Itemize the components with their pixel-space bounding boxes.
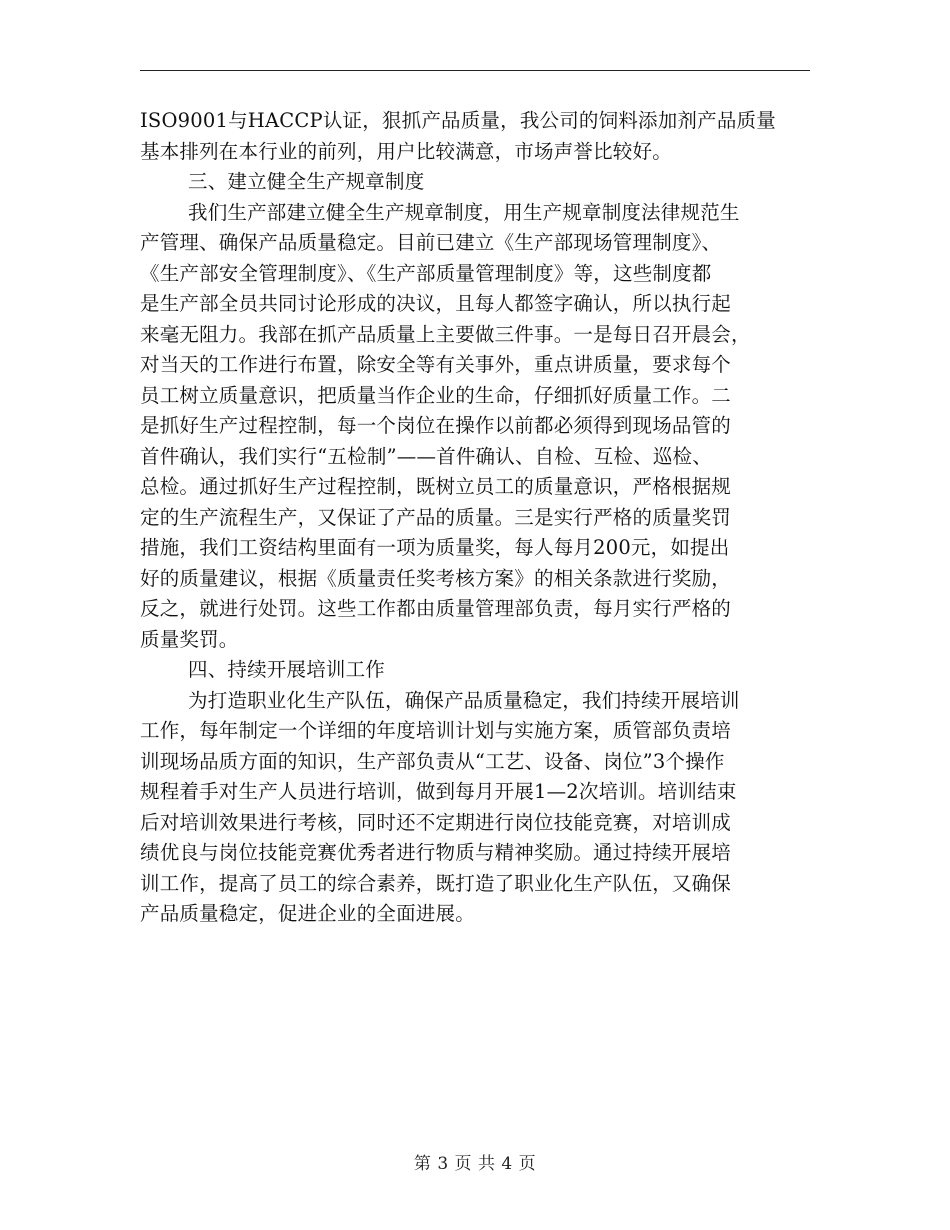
header-rule [140, 70, 810, 71]
text-line: 来毫无阻力。我部在抓产品质量上主要做三件事。一是每日召开晨会， [140, 322, 751, 346]
text-line: 三、建立健全生产规章制度 [188, 170, 425, 193]
text-line: 是生产部全员共同讨论形成的决议，且每人都签字确认，所以执行起 [140, 292, 732, 315]
text-line: 四、持续开展培训工作 [188, 658, 386, 681]
text-line: 定的生产流程生产，又保证了产品的质量。三是实行严格的质量奖罚 [140, 505, 732, 529]
text-line: 产品质量稳定，促进企业的全面进展。 [140, 902, 475, 925]
text-line: 员工树立质量意识，把质量当作企业的生命，仔细抓好质量工作。二 [140, 383, 732, 407]
document-body [140, 106, 810, 930]
text-line: 产管理、确保产品质量稳定。目前已建立《生产部现场管理制度》、 [140, 231, 722, 254]
text-line: 质量奖罚。 [140, 627, 239, 651]
text-line: 训工作，提高了员工的综合素养，既打造了职业化生产队伍，又确保 [140, 871, 732, 895]
text-line: 我们生产部建立健全生产规章制度，用生产规章制度法律规范生 [188, 200, 740, 224]
text-line: 是抓好生产过程控制，每一个岗位在操作以前都必须得到现场品管的 [140, 414, 732, 437]
page-number: 第 3 页 共 4 页 [413, 1154, 537, 1174]
text-line: 首件确认，我们实行“五检制”——首件确认、自检、互检、巡检、 [140, 444, 712, 468]
text-line: ISO9001与HACCP认证，狠抓产品质量，我公司的饲料添加剂产品质量 [140, 109, 776, 132]
text-line: 措施，我们工资结构里面有一项为质量奖，每人每月200元，如提出 [140, 536, 730, 559]
text-line: 《生产部安全管理制度》、《生产部质量管理制度》等，这些制度都 [140, 261, 712, 285]
text-line: 训现场品质方面的知识，生产部负责从“工艺、设备、岗位”3个操作 [140, 749, 725, 773]
text-line: 为打造职业化生产队伍，确保产品质量稳定，我们持续开展培训 [188, 688, 740, 712]
text-line: 好的质量建议，根据《质量责任奖考核方案》的相关条款进行奖励， [140, 566, 732, 590]
text-line: 对当天的工作进行布置，除安全等有关事外，重点讲质量，要求每个 [140, 353, 732, 376]
text-line: 绩优良与岗位技能竞赛优秀者进行物质与精神奖励。通过持续开展培 [140, 841, 732, 864]
text-line: 规程着手对生产人员进行培训，做到每月开展1—2次培训。培训结束 [140, 780, 737, 803]
text-line: 基本排列在本行业的前列，用户比较满意，市场声誉比较好。 [140, 139, 672, 163]
text-line: 后对培训效果进行考核，同时还不定期进行岗位技能竞赛，对培训成 [140, 810, 732, 834]
text-line: 总检。通过抓好生产过程控制，既树立员工的质量意识，严格根据规 [140, 475, 732, 498]
text-line: 工作，每年制定一个详细的年度培训计划与实施方案，质管部负责培 [140, 719, 732, 742]
text-line: 反之，就进行处罚。这些工作都由质量管理部负责，每月实行严格的 [140, 597, 732, 620]
